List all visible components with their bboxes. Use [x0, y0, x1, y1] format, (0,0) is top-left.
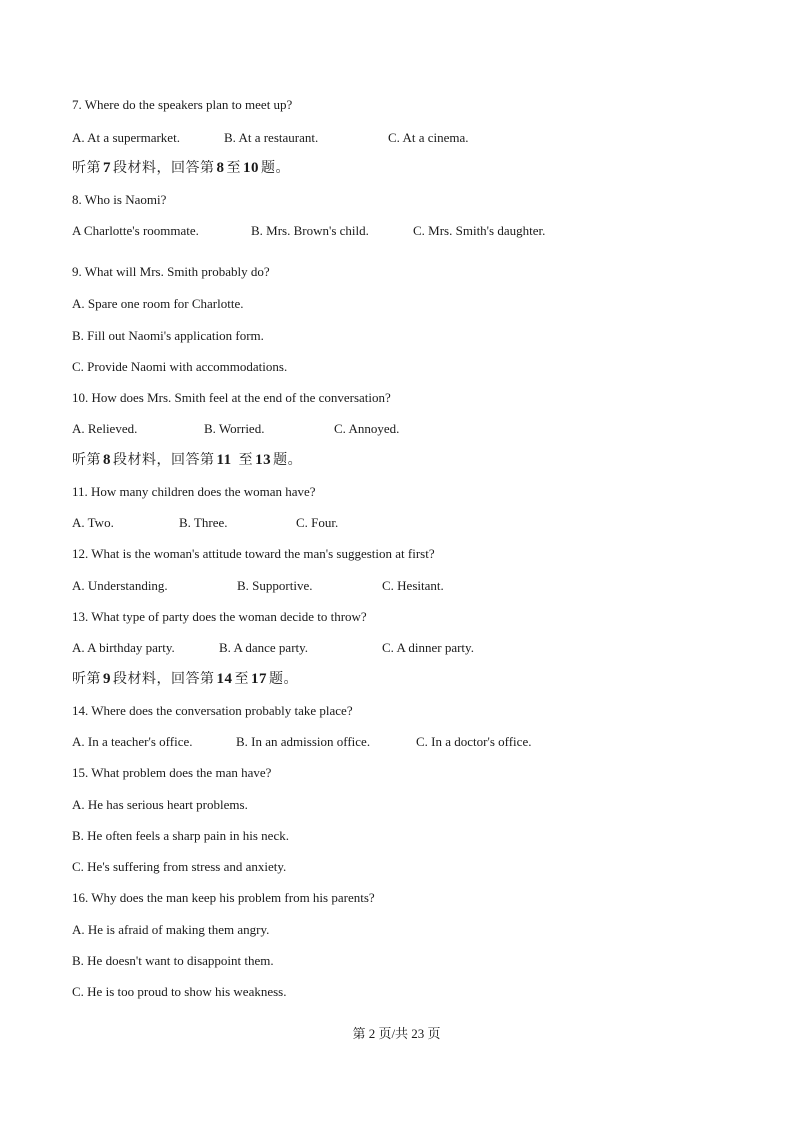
- option-c: C. In a doctor's office.: [416, 734, 532, 749]
- question-10: 10. How does Mrs. Smith feel at the end of the conversation?: [72, 390, 391, 405]
- option-b: B. Mrs. Brown's child.: [251, 223, 369, 238]
- option-a: A. Understanding.: [72, 578, 168, 593]
- option-b: B. At a restaurant.: [224, 130, 319, 145]
- option-b: B. Three.: [179, 515, 228, 530]
- option-a: A. A birthday party.: [72, 640, 175, 655]
- question-9: 9. What will Mrs. Smith probably do?: [72, 264, 270, 279]
- section-heading-9: 听第 9 段材料，回答第 14 至 17 题。: [72, 671, 298, 687]
- option-c: C. A dinner party.: [382, 640, 474, 655]
- option-b: B. Supportive.: [237, 578, 313, 593]
- option-c: C. Hesitant.: [382, 578, 444, 593]
- question-16-option-b: B. He doesn't want to disappoint them.: [72, 953, 274, 968]
- option-a: A Charlotte's roommate.: [72, 223, 199, 238]
- question-12: 12. What is the woman's attitude toward the man's suggestion at first?: [72, 546, 435, 561]
- section-heading-8: 听第 8 段材料，回答第 11 至 13 题。: [72, 452, 303, 468]
- question-15-option-a: A. He has serious heart problems.: [72, 797, 248, 812]
- question-16: 16. Why does the man keep his problem from his parents?: [72, 890, 375, 905]
- question-9-option-a: A. Spare one room for Charlotte.: [72, 296, 244, 311]
- question-9-option-b: B. Fill out Naomi's application form.: [72, 328, 264, 343]
- question-13: 13. What type of party does the woman decide to throw?: [72, 609, 367, 624]
- option-b: B. In an admission office.: [236, 734, 371, 749]
- question-16-option-a: A. He is afraid of making them angry.: [72, 922, 270, 937]
- option-a: A. Two.: [72, 515, 114, 530]
- question-7: 7. Where do the speakers plan to meet up?: [72, 97, 293, 112]
- option-a: A. Relieved.: [72, 421, 138, 436]
- question-15-option-b: B. He often feels a sharp pain in his neck.: [72, 828, 289, 843]
- page-number: 第 2 页/共 23 页: [352, 1026, 441, 1041]
- question-9-option-c: C. Provide Naomi with accommodations.: [72, 359, 288, 374]
- question-8: 8. Who is Naomi?: [72, 192, 167, 207]
- question-16-option-c: C. He is too proud to show his weakness.: [72, 984, 287, 999]
- option-b: B. Worried.: [204, 421, 265, 436]
- question-15: 15. What problem does the man have?: [72, 765, 272, 780]
- option-c: C. Annoyed.: [334, 421, 400, 436]
- option-b: B. A dance party.: [219, 640, 309, 655]
- option-a: A. At a supermarket.: [72, 130, 180, 145]
- question-15-option-c: C. He's suffering from stress and anxiety.: [72, 859, 287, 874]
- option-c: C. Four.: [296, 515, 339, 530]
- option-c: C. Mrs. Smith's daughter.: [413, 223, 546, 238]
- option-a: A. In a teacher's office.: [72, 734, 193, 749]
- question-14: 14. Where does the conversation probably take place?: [72, 703, 353, 718]
- section-heading-7: 听第 7 段材料，回答第 8 至 10 题。: [72, 160, 290, 176]
- option-c: C. At a cinema.: [388, 130, 469, 145]
- question-11: 11. How many children does the woman have?: [72, 484, 316, 499]
